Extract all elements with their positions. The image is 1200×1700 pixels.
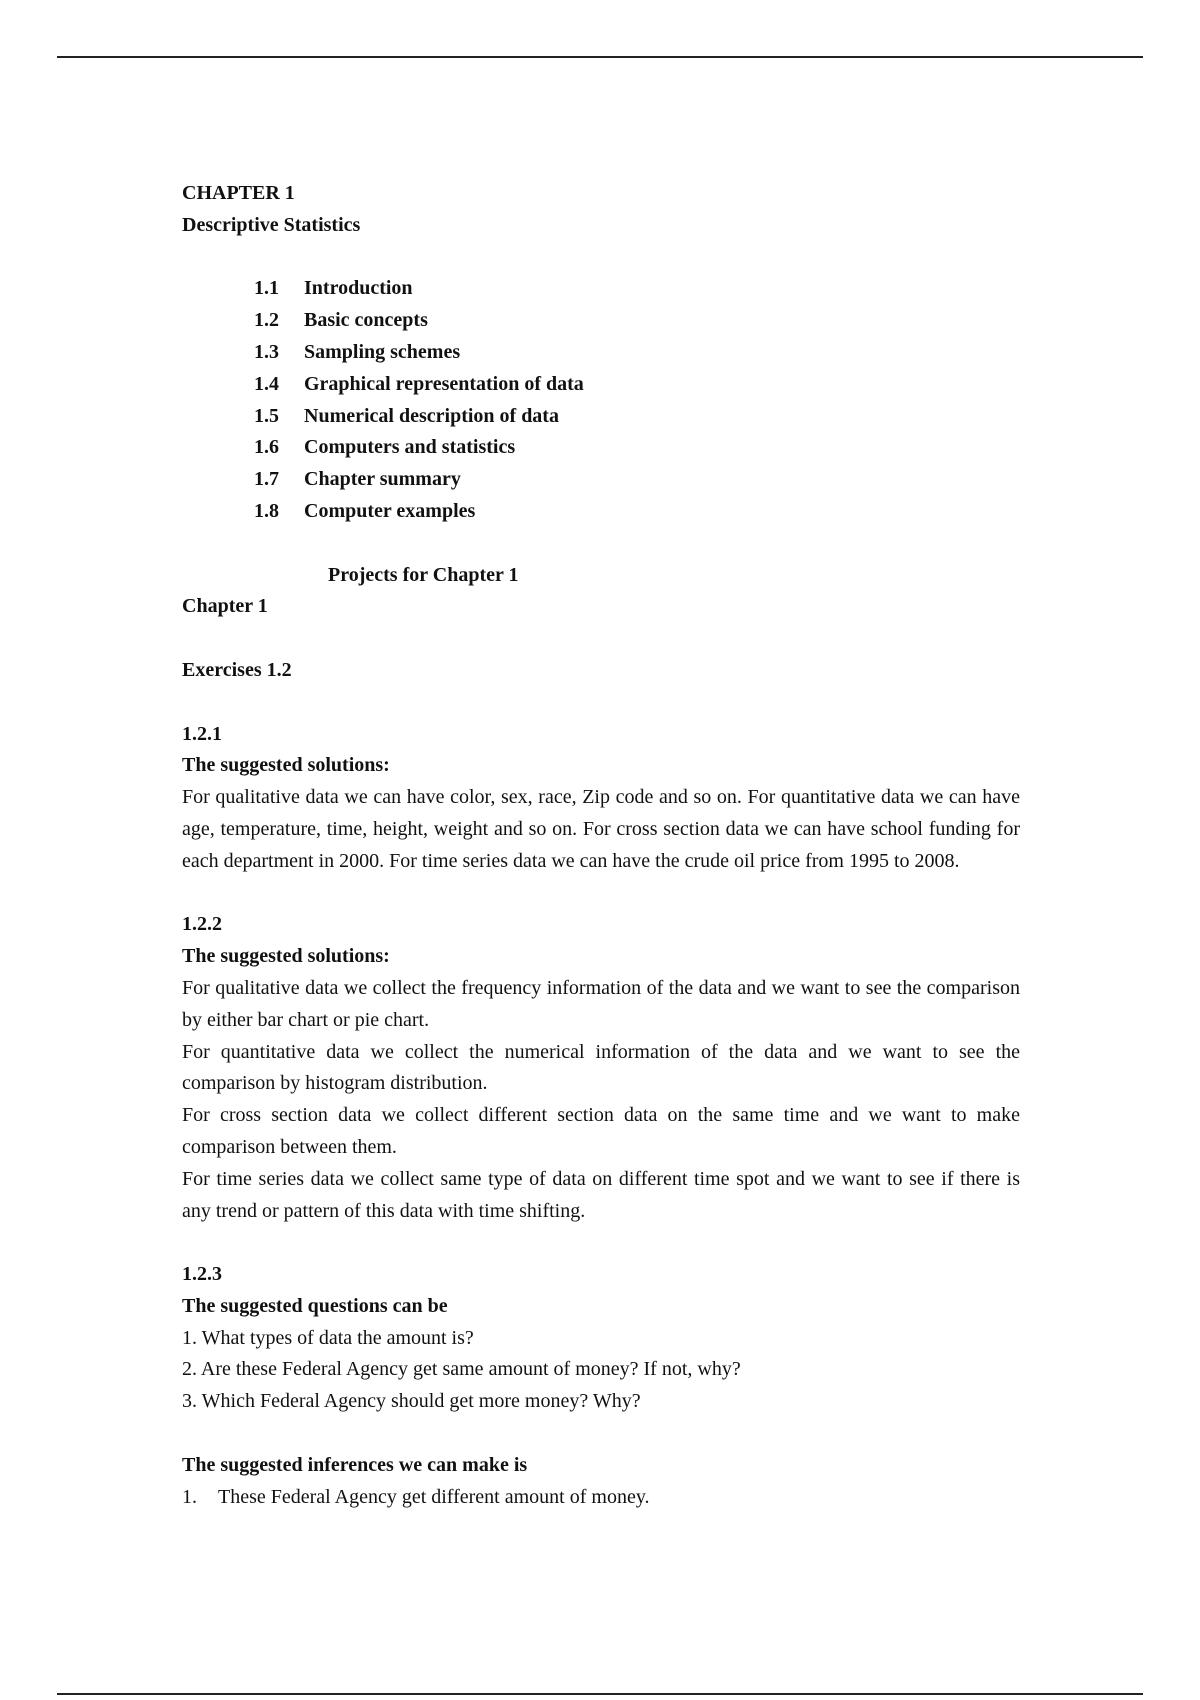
projects-heading: Projects for Chapter 1	[328, 563, 519, 586]
table-of-contents	[254, 273, 1020, 527]
toc-item[interactable]: 1.3 Sampling schemes	[254, 340, 461, 363]
toc-item[interactable]: 1.1 Introduction	[254, 277, 413, 300]
toc-item[interactable]: 1.5 Numerical description of data	[254, 404, 559, 427]
toc-item[interactable]: 1.7 Chapter summary	[254, 468, 461, 491]
solutions-heading: The suggested solutions:	[182, 754, 390, 777]
inference-item: 1. These Federal Agency get different amount of money.	[182, 1485, 650, 1508]
solution-paragraph: For time series data we collect same type of data on different time spot and we want to see if there is any trend or pattern of this data with time shifting.	[182, 1167, 1020, 1222]
chapter-label: CHAPTER 1	[182, 182, 295, 204]
chapter-heading: Chapter 1	[182, 595, 268, 618]
toc-item[interactable]: 1.6 Computers and statistics	[254, 436, 516, 459]
toc-item[interactable]: 1.4 Graphical representation of data	[254, 372, 584, 395]
bottom-rule	[57, 1693, 1143, 1695]
question-item: 1. What types of data the amount is?	[182, 1326, 474, 1349]
document-body	[182, 178, 1020, 1513]
exercise-number: 1.2.3	[182, 1263, 222, 1286]
inferences-heading: The suggested inferences we can make is	[182, 1453, 528, 1476]
exercise-number: 1.2.2	[182, 913, 222, 936]
exercise-number: 1.2.1	[182, 722, 222, 745]
chapter-title: Descriptive Statistics	[182, 213, 361, 236]
exercises-heading: Exercises 1.2	[182, 658, 292, 681]
solution-paragraph: For qualitative data we can have color, sex, race, Zip code and so on. For quantitative data we can have age, temperature, time, height, weight and so on. For cross section data we can have school funding for each department in 2000. For time series data we can have the crude oil price from 1995 to 2008.	[182, 786, 1020, 872]
question-item: 2. Are these Federal Agency get same amount of money? If not, why?	[182, 1358, 741, 1381]
solution-paragraph: For qualitative data we collect the frequency information of the data and we want to see the comparison by either bar chart or pie chart.	[182, 976, 1020, 1031]
solution-paragraph: For cross section data we collect different section data on the same time and we want to make comparison between them.	[182, 1104, 1020, 1158]
solutions-heading: The suggested solutions:	[182, 945, 390, 968]
questions-heading: The suggested questions can be	[182, 1294, 448, 1317]
solution-paragraph: For quantitative data we collect the numerical information of the data and we want to see the comparison by histogram distribution.	[182, 1040, 1020, 1095]
toc-item[interactable]: 1.2 Basic concepts	[254, 309, 428, 332]
toc-item[interactable]: 1.8 Computer examples	[254, 499, 476, 522]
question-item: 3. Which Federal Agency should get more money? Why?	[182, 1390, 641, 1413]
top-rule	[57, 56, 1143, 58]
